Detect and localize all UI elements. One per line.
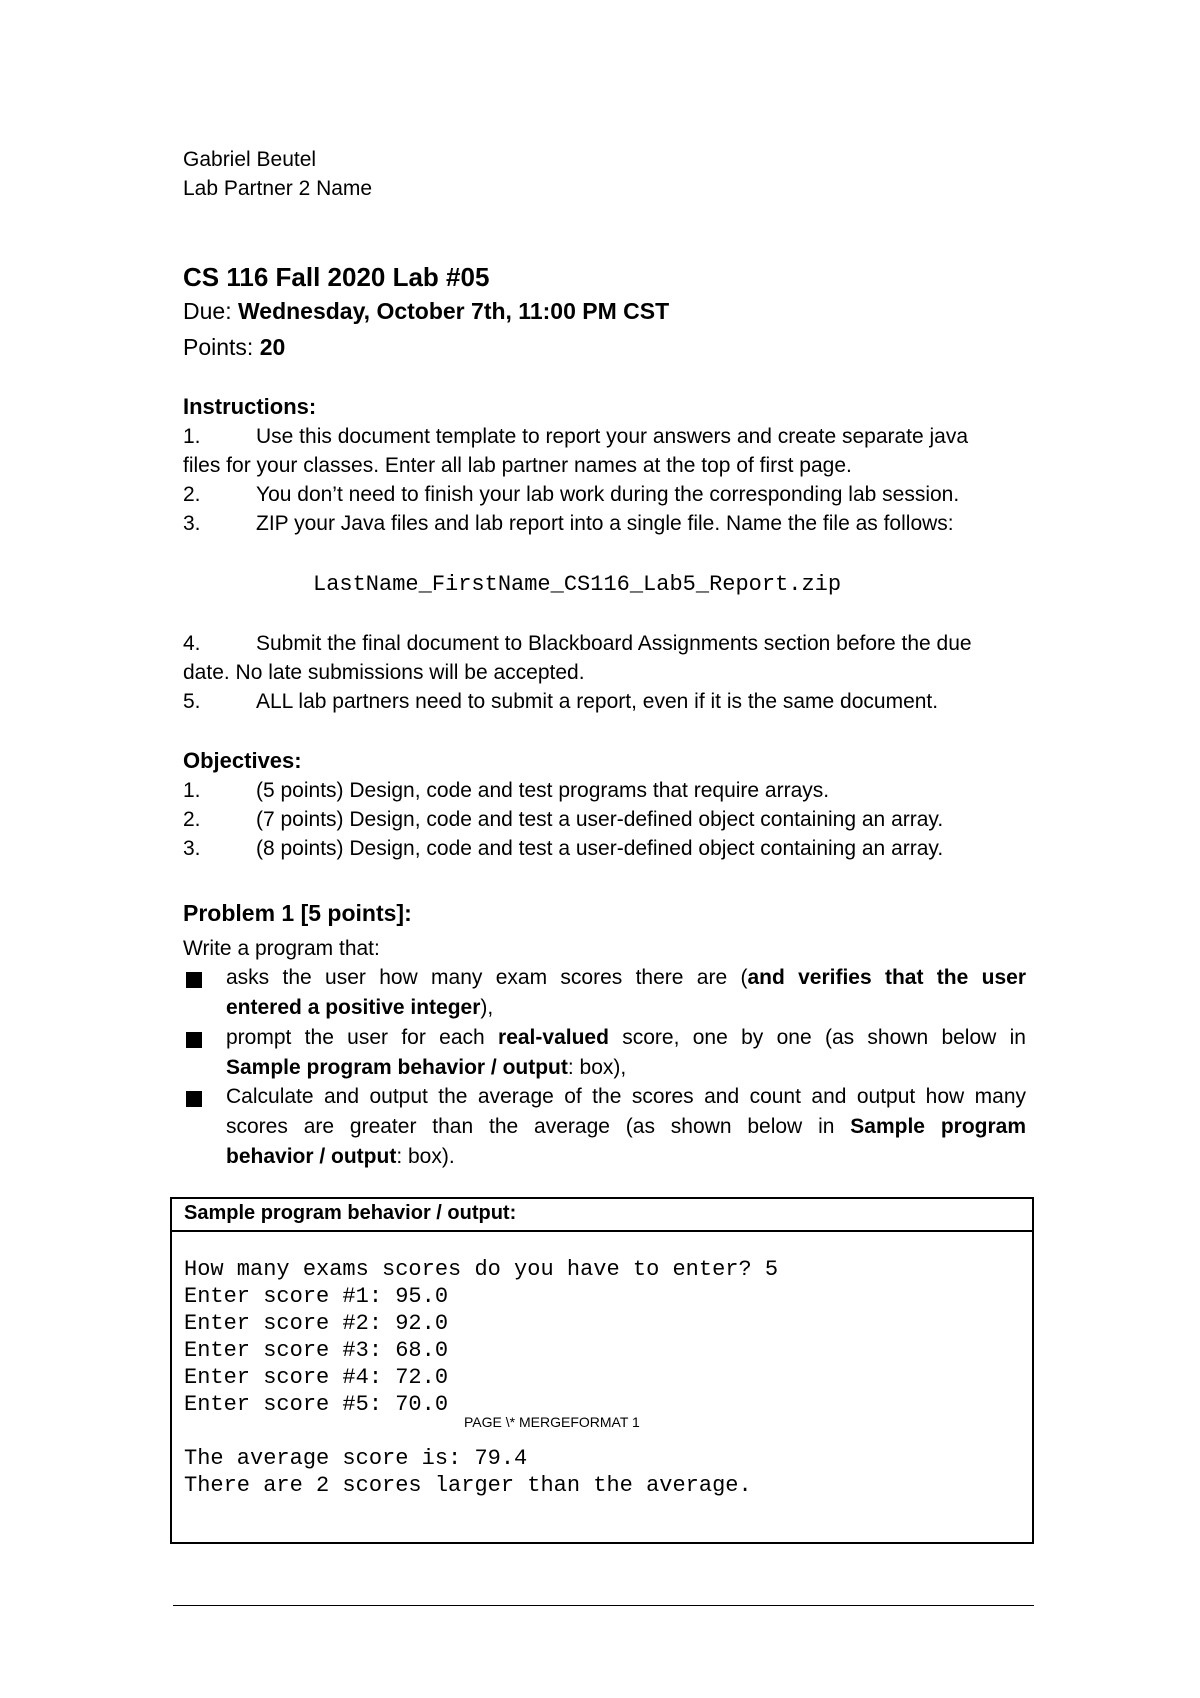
due-line	[183, 298, 669, 325]
instruction-number: 1.	[183, 425, 201, 448]
output-line: Enter score #4: 72.0	[184, 1365, 449, 1390]
objective-number: 2.	[183, 808, 201, 831]
instruction-item: You don’t need to finish your lab work during the corresponding lab session.	[256, 483, 960, 506]
bullet-bold-text: real-valued	[498, 1026, 609, 1049]
due-label: Due:	[183, 298, 238, 324]
sample-output-heading: Sample program behavior / output:	[172, 1199, 1032, 1232]
partner-name-1: Gabriel Beutel	[183, 148, 317, 171]
output-line: There are 2 scores larger than the average.	[184, 1473, 752, 1498]
points-line	[183, 334, 285, 361]
output-line: Enter score #5: 70.0	[184, 1392, 449, 1417]
bullet-bold-text: entered a positive integer	[226, 996, 481, 1019]
square-bullet-icon	[186, 1091, 202, 1107]
problem-bullet	[226, 963, 1026, 1023]
objective-item: (8 points) Design, code and test a user-defined object containing an array.	[256, 837, 944, 860]
square-bullet-icon	[186, 972, 202, 988]
bullet-text: : box).	[396, 1145, 455, 1168]
problem-heading: Problem 1 [5 points]:	[183, 900, 412, 926]
footer-divider	[173, 1605, 1034, 1606]
problem-intro: Write a program that:	[183, 937, 380, 960]
instruction-number: 2.	[183, 483, 201, 506]
square-bullet-icon	[186, 1032, 202, 1048]
objective-number: 3.	[183, 837, 201, 860]
instruction-number: 5.	[183, 690, 201, 713]
page-field-code: PAGE \* MERGEFORMAT 1	[464, 1414, 640, 1430]
output-line: How many exams scores do you have to enter? 5	[184, 1257, 779, 1282]
instruction-item: ZIP your Java files and lab report into a single file. Name the file as follows:	[256, 512, 954, 535]
bullet-bold-text: Sample program	[850, 1115, 1026, 1138]
bullet-text: scores are greater than the average (as shown below in	[226, 1115, 851, 1138]
points-label: Points:	[183, 334, 260, 360]
due-date: Wednesday, October 7th, 11:00 PM CST	[237, 298, 670, 324]
bullet-bold-text: Sample program behavior / output	[226, 1056, 568, 1079]
problem-bullet	[226, 1023, 1026, 1083]
instruction-item-continued: date. No late submissions will be accepted.	[183, 661, 585, 684]
bullet-text: asks the user how many exam scores there are (	[226, 966, 748, 989]
instruction-number: 4.	[183, 632, 201, 655]
bullet-text: ),	[480, 996, 494, 1019]
instruction-item-continued: files for your classes. Enter all lab partner names at the top of first page.	[183, 454, 852, 477]
bullet-text: Calculate and output the average of the scores and count and output how many	[226, 1085, 1026, 1108]
partner-name-2: Lab Partner 2 Name	[183, 177, 373, 200]
instruction-item: Submit the final document to Blackboard Assignments section before the due	[256, 632, 972, 655]
zip-filename: LastName_FirstName_CS116_Lab5_Report.zip	[313, 572, 842, 597]
bullet-text: : box),	[567, 1056, 627, 1079]
output-line: Enter score #1: 95.0	[184, 1284, 449, 1309]
output-line: The average score is: 79.4	[184, 1446, 528, 1471]
bullet-text: score, one by one (as shown below in	[608, 1026, 1026, 1049]
instruction-item: Use this document template to report your answers and create separate java	[256, 425, 969, 448]
bullet-bold-text: and verifies that the user	[747, 966, 1026, 989]
objectives-heading: Objectives:	[183, 748, 302, 773]
output-line: Enter score #3: 68.0	[184, 1338, 449, 1363]
bullet-bold-text: behavior / output	[226, 1145, 397, 1168]
output-line: Enter score #2: 92.0	[184, 1311, 449, 1336]
document-title: CS 116 Fall 2020 Lab #05	[183, 262, 490, 292]
bullet-text: prompt the user for each	[226, 1026, 499, 1049]
objective-number: 1.	[183, 779, 201, 802]
instructions-heading: Instructions:	[183, 394, 317, 419]
objective-item: (5 points) Design, code and test programs that require arrays.	[256, 779, 830, 802]
instruction-item: ALL lab partners need to submit a report, even if it is the same document.	[256, 690, 939, 713]
sample-output-box	[170, 1197, 1034, 1544]
problem-bullet	[226, 1082, 1026, 1172]
objective-item: (7 points) Design, code and test a user-defined object containing an array.	[256, 808, 944, 831]
points-value: 20	[259, 334, 286, 360]
instruction-number: 3.	[183, 512, 201, 535]
